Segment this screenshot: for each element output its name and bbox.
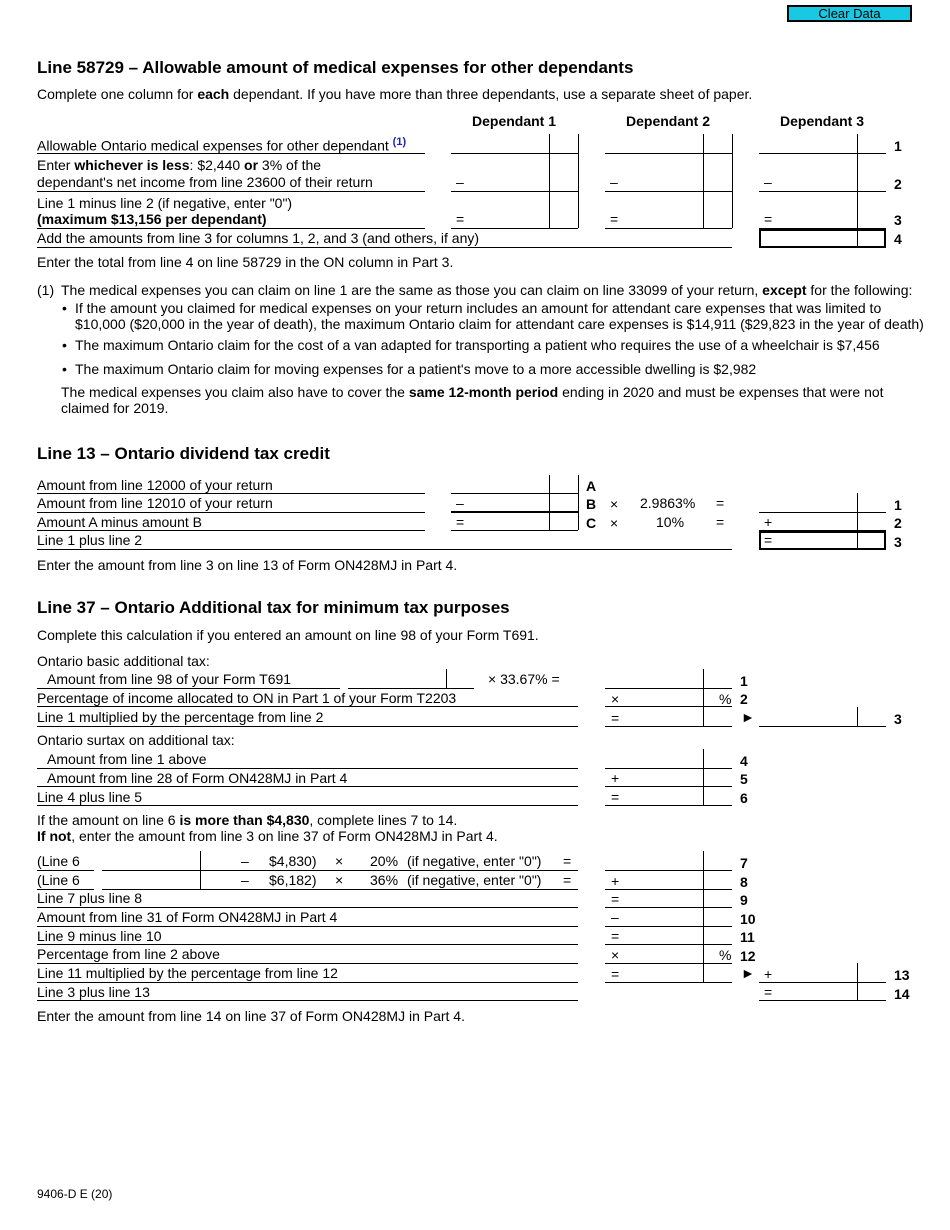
rate-36: 36%	[370, 872, 399, 888]
section-title-line-13: Line 13 – Ontario dividend tax credit	[37, 444, 330, 463]
minus-sign: –	[456, 495, 464, 511]
equals-sign: =	[764, 211, 773, 227]
line8-line6-input[interactable]	[104, 872, 198, 888]
column-header-dependant-2: Dependant 2	[626, 113, 711, 129]
line-13-total-box	[759, 531, 886, 550]
line-number: 2	[740, 691, 748, 707]
minus-sign: –	[241, 853, 249, 869]
line-number: 14	[894, 986, 910, 1002]
row-label-line-28: Amount from line 28 of Form ON428MJ in Part 4	[47, 770, 348, 786]
row-label-add-amounts: Add the amounts from line 3 for columns 1, 2, and 3 (and others, if any)	[37, 230, 480, 246]
line-number: 2	[894, 515, 902, 531]
equals-sign: =	[716, 514, 725, 530]
row-label-maximum: (maximum $13,156 per dependant)	[37, 211, 267, 227]
section-title-line-58729: Line 58729 – Allowable amount of medical expenses for other dependants	[37, 58, 634, 77]
rate-eligible: 2.9863%	[640, 495, 696, 511]
row-label-line-31: Amount from line 31 of Form ON428MJ in Part 4	[37, 909, 338, 925]
amount-label-a: A	[586, 478, 597, 494]
minus-sign: –	[241, 872, 249, 888]
row-label-line1-above: Amount from line 1 above	[47, 751, 207, 767]
line-number: 12	[740, 948, 756, 964]
times-sign: ×	[610, 515, 619, 531]
clear-data-button[interactable]: Clear Data	[787, 5, 912, 22]
percent-sign: %	[719, 947, 732, 963]
equals-sign: =	[563, 853, 572, 869]
basic-rate: × 33.67% =	[488, 671, 560, 687]
line-number: 4	[894, 231, 902, 247]
rate-20: 20%	[370, 853, 399, 869]
row-label-percentage-income: Percentage of income allocated to ON in Part 1 of your Form T2203	[37, 690, 457, 706]
note-bullet-attendant-care-1: If the amount you claimed for medical expenses on your return includes an amount for attendant care expenses that was limited to	[75, 300, 882, 316]
row-label-line1-multiplied: Line 1 multiplied by the percentage from line 2	[37, 709, 324, 725]
times-sign: ×	[335, 853, 344, 869]
equals-sign: =	[611, 710, 620, 726]
line-number: 5	[740, 771, 748, 787]
footnote-ref: (1)	[392, 136, 407, 148]
row-label-line3-plus-line13: Line 3 plus line 13	[37, 984, 150, 1000]
rate-other: 10%	[656, 514, 685, 530]
threshold-2: $6,182)	[269, 872, 317, 888]
dep2-line1-input[interactable]	[606, 136, 701, 152]
equals-sign: =	[764, 532, 773, 548]
line-98-input[interactable]	[350, 671, 444, 687]
row-label-line4-plus-line5: Line 4 plus line 5	[37, 789, 143, 805]
arrow-right-icon: ►	[741, 965, 755, 981]
column-header-dependant-3: Dependant 3	[780, 113, 865, 129]
form-code: 9406-D E (20)	[37, 1187, 113, 1201]
row-label-line6-paren: (Line 6	[37, 853, 80, 869]
times-sign: ×	[335, 872, 344, 888]
equals-sign: =	[456, 211, 465, 227]
dep3-line2-input[interactable]	[774, 173, 855, 189]
times-sign: ×	[610, 496, 619, 512]
equals-sign: =	[611, 789, 620, 805]
line-number: 3	[894, 711, 902, 727]
amount-label-b: B	[586, 496, 597, 512]
minus-sign: –	[611, 909, 619, 925]
row-label-line-98: Amount from line 98 of your Form T691	[47, 671, 292, 687]
line-number: 2	[894, 176, 902, 192]
line-number: 6	[740, 790, 748, 806]
note-if-negative: (if negative, enter "0")	[407, 853, 542, 869]
row-label-line1-plus-line2: Line 1 plus line 2	[37, 532, 143, 548]
section-intro: Complete one column for each dependant. If you have more than three dependants, use a separate sheet of paper.	[37, 86, 753, 102]
subheading-basic-additional-tax: Ontario basic additional tax:	[37, 653, 210, 669]
note-paragraph-1: The medical expenses you claim also have to cover the same 12-month period ending in 2020 and must be expenses that were not	[61, 384, 884, 400]
plus-sign: +	[764, 514, 773, 530]
note-bullet-moving: The maximum Ontario claim for moving expenses for a patient's move to a more accessible dwelling is $2,982	[75, 361, 757, 377]
times-sign: ×	[611, 947, 620, 963]
arrow-right-icon: ►	[741, 709, 755, 725]
column-header-dependant-1: Dependant 1	[472, 113, 557, 129]
note-bullet-attendant-care-2: $10,000 ($20,000 in the year of death), the maximum Ontario claim for attendant care expenses is $14,911 ($29,823 in the year of death)	[75, 316, 924, 332]
dep1-line2-input[interactable]	[466, 173, 547, 189]
equals-sign: =	[764, 984, 773, 1000]
row-label-line11-multiplied: Line 11 multiplied by the percentage from line 12	[37, 965, 338, 981]
note-if-negative: (if negative, enter "0")	[407, 872, 542, 888]
section-title-line-37: Line 37 – Ontario Additional tax for minimum tax purposes	[37, 598, 510, 617]
section-intro: Complete this calculation if you entered an amount on line 98 of your Form T691.	[37, 627, 539, 643]
equals-sign: =	[611, 891, 620, 907]
subheading-surtax: Ontario surtax on additional tax:	[37, 732, 235, 748]
equals-sign: =	[611, 966, 620, 982]
line-number: 11	[740, 929, 755, 945]
equals-sign: =	[456, 514, 465, 530]
row-label-line9-minus-line10: Line 9 minus line 10	[37, 928, 162, 944]
percent-sign: %	[719, 691, 732, 707]
plus-sign: +	[764, 966, 773, 982]
line-number: 8	[740, 874, 748, 890]
row-label-percentage-line2: Percentage from line 2 above	[37, 946, 220, 962]
bullet-icon: •	[62, 300, 67, 316]
line4-total-box	[759, 229, 886, 248]
line-12000-input[interactable]	[452, 477, 547, 493]
row-label-line1-minus-line2: Line 1 minus line 2 (if negative, enter "0")	[37, 195, 293, 211]
minus-sign: –	[456, 174, 464, 190]
condition-if-not: If not, enter the amount from line 3 on line 37 of Form ON428MJ in Part 4.	[37, 828, 498, 844]
equals-sign: =	[610, 211, 619, 227]
row-label-allowable-expenses: Allowable Ontario medical expenses for other dependant $^{(1)}$	[37, 136, 407, 154]
line-number: 7	[740, 855, 748, 871]
line-12010-input[interactable]	[466, 495, 547, 511]
line-number: 1	[740, 673, 748, 689]
condition-more-than: If the amount on line 6 is more than $4,830, complete lines 7 to 14.	[37, 812, 458, 828]
instruction-enter-total: Enter the total from line 4 on line 58729 in the ON column in Part 3.	[37, 254, 454, 270]
line7-line6-input[interactable]	[104, 853, 198, 869]
equals-sign: =	[611, 928, 620, 944]
minus-sign: –	[610, 174, 618, 190]
dep2-line2-input[interactable]	[620, 173, 701, 189]
row-label-line6-paren: (Line 6	[37, 872, 80, 888]
plus-sign: +	[611, 770, 620, 786]
row-label-line7-plus-line8: Line 7 plus line 8	[37, 890, 143, 906]
note-paragraph-2: claimed for 2019.	[61, 400, 169, 416]
dep1-line1-input[interactable]	[452, 136, 547, 152]
threshold-1: $4,830)	[269, 853, 317, 869]
line-number: 1	[894, 497, 902, 513]
line-number: 10	[740, 911, 756, 927]
instruction-enter-line-37: Enter the amount from line 14 on line 37 of Form ON428MJ in Part 4.	[37, 1008, 465, 1024]
dep3-line1-input[interactable]	[760, 136, 855, 152]
line-number: 9	[740, 892, 748, 908]
row-label-line-12000: Amount from line 12000 of your return	[37, 477, 273, 493]
instruction-enter-line-13: Enter the amount from line 3 on line 13 of Form ON428MJ in Part 4.	[37, 557, 458, 573]
line-number: 13	[894, 967, 910, 983]
times-sign: ×	[611, 691, 620, 707]
line-number: 3	[894, 534, 902, 550]
note-bullet-van: The maximum Ontario claim for the cost of a van adapted for transporting a patient who requires the use of a wheelchair is $7,456	[75, 337, 880, 353]
line-number: 4	[740, 753, 748, 769]
amount-label-c: C	[586, 515, 597, 531]
equals-sign: =	[563, 872, 572, 888]
row-label-line-12010: Amount from line 12010 of your return	[37, 495, 273, 511]
note-marker: (1)	[37, 282, 55, 298]
equals-sign: =	[716, 495, 725, 511]
line-number: 1	[894, 138, 902, 154]
bullet-icon: •	[62, 337, 67, 353]
note-text: The medical expenses you can claim on line 1 are the same as those you can claim on line 33099 of your return, except for the following:	[61, 282, 913, 298]
row-label-whichever-less-1: Enter whichever is less: $2,440 or 3% of the	[37, 157, 322, 173]
bullet-icon: •	[62, 361, 67, 377]
row-label-whichever-less-2: dependant's net income from line 23600 of their return	[37, 174, 373, 190]
plus-sign: +	[611, 873, 620, 889]
minus-sign: –	[764, 174, 772, 190]
row-label-a-minus-b: Amount A minus amount B	[37, 514, 202, 530]
line-number: 3	[894, 212, 902, 228]
